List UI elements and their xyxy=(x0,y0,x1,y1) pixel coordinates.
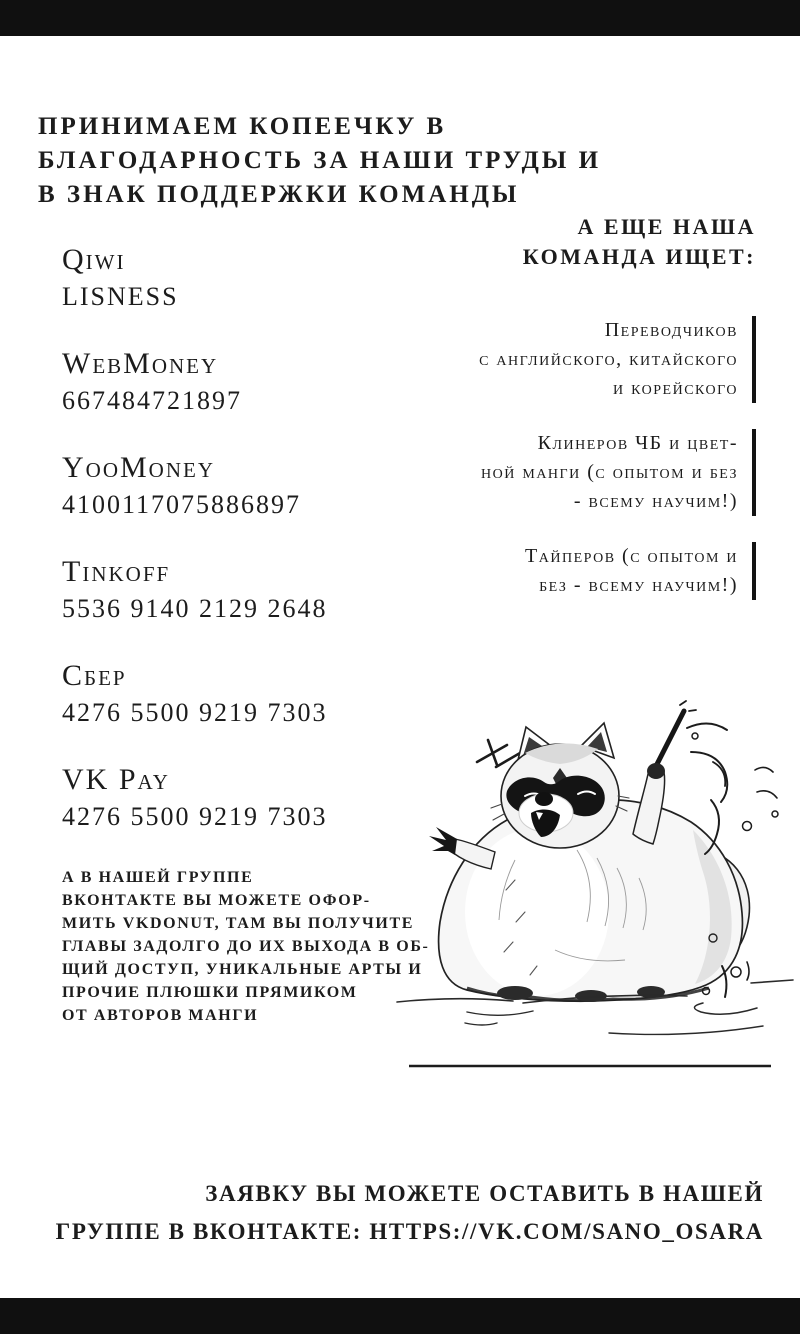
payment-method-value: 667484721897 xyxy=(62,386,242,415)
payment-method-name: YooMoney xyxy=(62,451,215,484)
claw-hand-icon xyxy=(429,827,457,855)
payment-method-webmoney xyxy=(62,347,422,421)
payment-method-name: Qiwi xyxy=(62,243,126,276)
payment-method-value: 4276 5500 9219 7303 xyxy=(62,802,328,831)
payment-method-qiwi xyxy=(62,243,422,317)
recruitment-positions-list xyxy=(406,316,756,626)
payment-method-sber xyxy=(62,659,422,733)
payment-method-name: WebMoney xyxy=(62,347,219,380)
recruitment-heading: А ЕЩЕ НАША КОМАНДА ИЩЕТ: xyxy=(522,214,756,269)
payment-method-tinkoff xyxy=(62,555,422,629)
recruitment-position-cleaners: Клинеров ЧБ и цвет- ной манги (с опытом и без - всему научим!) xyxy=(406,429,756,516)
payment-method-value: 4276 5500 9219 7303 xyxy=(62,698,328,727)
recruitment-position-typesetters: Тайперов (с опытом и без - всему научим!) xyxy=(406,542,756,600)
payment-methods-list xyxy=(62,243,422,867)
payment-method-name: Tinkoff xyxy=(62,555,171,588)
payment-method-value: 5536 9140 2129 2648 xyxy=(62,594,328,623)
recruitment-position-translators: Переводчиков с английского, китайского и корейского xyxy=(406,316,756,403)
payment-method-vkpay xyxy=(62,763,422,837)
bottom-letterbox-bar xyxy=(0,1298,800,1334)
raccoon-drawing-icon xyxy=(395,700,795,1080)
donation-heading: ПРИНИМАЕМ КОПЕЕЧКУ В БЛАГОДАРНОСТЬ ЗА НАШИ ТРУДЫ И В ЗНАК ПОДДЕРЖКИ КОМАНДЫ xyxy=(38,113,602,208)
payment-method-yoomoney xyxy=(62,451,422,525)
payment-method-value: 4100117075886897 xyxy=(62,490,302,519)
vkdonut-note: А В НАШЕЙ ГРУППЕ ВКОНТАКТЕ ВЫ МОЖЕТЕ ОФОР- МИТЬ VKDONUT, ТАМ ВЫ ПОЛУЧИТЕ ГЛАВЫ ЗАДОЛГО ДО ИХ ВЫХОДА В ОБ- ЩИЙ ДОСТУП, УНИКАЛЬНЫЕ АРТЫ И ПРОЧИЕ ПЛЮШКИ ПРЯМИКОМ ОТ АВТОРОВ МАНГИ xyxy=(62,869,430,1024)
payment-method-name: VK Pay xyxy=(62,763,170,796)
top-letterbox-bar xyxy=(0,0,800,36)
payment-method-value: LISNESS xyxy=(62,282,179,311)
payment-method-name: Сбер xyxy=(62,659,127,692)
raccoon-sketch-illustration xyxy=(395,700,795,1080)
application-footer-note: ЗАЯВКУ ВЫ МОЖЕТЕ ОСТАВИТЬ В НАШЕЙ ГРУППЕ В ВКОНТАКТЕ: HTTPS://VK.COM/SANO_OSARA xyxy=(55,1181,764,1244)
